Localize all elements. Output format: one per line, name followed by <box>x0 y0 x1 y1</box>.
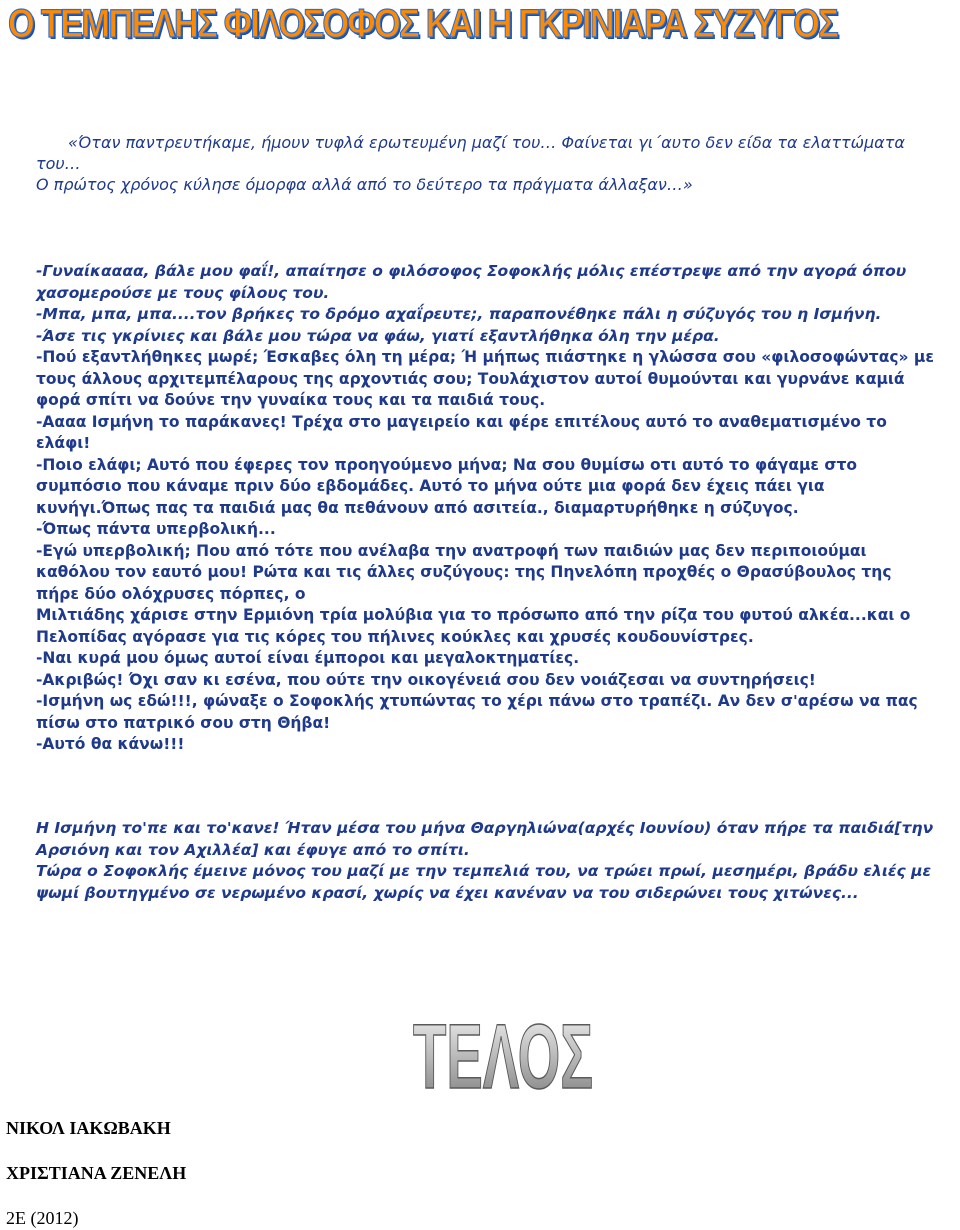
ending-line: Η Ισμήνη το'πε και το'κανε! Ήταν μέσα του μήνα Θαργηλιώνα(αρχές Ιουνίου) όταν πήρε τα παιδιά[την Αρσιόνη και τον Αχιλλέα] και έφυγε από το σπίτι. <box>36 819 934 859</box>
intro-line: Ο πρώτος χρόνος κύλησε όμορφα αλλά από το δεύτερο τα πράγματα άλλαξαν…» <box>36 175 693 194</box>
telos-logo <box>408 1000 598 1108</box>
ending-line: Τώρα ο Σοφοκλής έμεινε μόνος του μαζί με την τεμπελιά του, να τρώει πρωί, μεσημέρι, βράδυ ελιές με ψωμί βουτηγμένο σε νερωμένο κρασί, χωρίς να έχει κανέναν να του σιδερώνει τους χιτώνες... <box>36 862 932 902</box>
dialogue-line: -Εγώ υπερβολική; Που από τότε που ανέλαβα την ανατροφή των παιδιών μας δεν περιποιούμαι καθόλου τον εαυτό μου! Ρώτα και τις άλλες συζύγους: της Πηνελόπη προχθές ο Θρασύβουλος της πήρε δύο ολόχρυσες πόρπες, ο <box>36 541 892 603</box>
dialogue-line: -Ποιο ελάφι; Αυτό που έφερες τον προηγούμενο μήνα; Να σου θυμίσω οτι αυτό το φάγαμε στο συμπόσιο που κάναμε πριν δύο εβδομάδες. Αυτό το μήνα ούτε μια φορά δεν έχεις πάει για κυνήγι.Όπως πας τα παιδιά μας θα πεθάνουν από ασιτεία., διαμαρτυρήθηκε η σύζυγος. <box>36 455 858 517</box>
class-year: 2Ε (2012) <box>6 1208 79 1228</box>
telos-text: ΤΕΛΟΣ <box>413 1006 593 1108</box>
page-title: Ο ΤΕΜΠΕΛΗΣ ΦΙΛΟΣΟΦΟΣ ΚΑΙ Η ΓΚΡΙΝΙΑΡΑ ΣΥΖΥΓΟΣ <box>8 2 838 46</box>
dialogue-line: -Γυναίκαααα, βάλε μου φαΐ!, απαίτησε ο φιλόσοφος Σοφοκλής μόλις επέστρεψε από την αγορά όπου χασομερούσε με τους φίλους του. <box>36 262 907 302</box>
dialogue-line: -Μπα, μπα, μπα....τον βρήκες το δρόμο αχαΐρευτε;, παραπονέθηκε πάλι η σύζυγός του η Ισμήνη. <box>36 305 882 323</box>
dialogue-line: -Όπως πάντα υπερβολική... <box>36 520 276 538</box>
dialogue-line: Μιλτιάδης χάρισε στην Ερμιόνη τρία μολύβια για το πρόσωπο από την ρίζα του φυτού αλκέα...και ο Πελοπίδας αγόρασε για τις κόρες του πήλινες κούκλες και χρυσές κουδουνίστρες. <box>36 606 911 646</box>
dialogue-line: -Αααα Ισμήνη το παράκανες! Τρέχα στο μαγειρείο και φέρε επιτέλους αυτό το αναθεματισμένο το ελάφι! <box>36 412 887 452</box>
author-name: ΧΡΙΣΤΙΑΝΑ ΖΕΝΕΛΗ <box>6 1163 187 1183</box>
dialogue-line: -Ισμήνη ως εδώ!!!, φώναξε ο Σοφοκλής χτυπώντας το χέρι πάνω στο τραπέζι. Αν δεν σ'αρέσω να πας πίσω στο πατρικό σου στη Θήβα! <box>36 692 918 732</box>
dialogue-line: -Ακριβώς! Όχι σαν κι εσένα, που ούτε την οικογένειά σου δεν νοιάζεσαι να συντηρήσεις! <box>36 670 816 689</box>
dialogue-line: -Άσε τις γκρίνιες και βάλε μου τώρα να φάω, γιατί εξαντλήθηκα όλη την μέρα. <box>36 326 720 345</box>
ending-paragraph <box>36 818 936 904</box>
intro-line: «Όταν παντρευτήκαμε, ήμουν τυφλά ερωτευμένη μαζί του… Φαίνεται γι΄αυτο δεν είδα τα ελαττώματα του… <box>36 133 905 173</box>
dialogue-line: -Αυτό θα κάνω!!! <box>36 735 185 753</box>
dialogue-block <box>36 261 936 756</box>
author-name: ΝΙΚΟΛ ΙΑΚΩΒΑΚΗ <box>6 1118 171 1138</box>
dialogue-line: -Πού εξαντλήθηκες μωρέ; Έσκαβες όλη τη μέρα; Ή μήπως πιάστηκε η γλώσσα σου «φιλοσοφώντας» με τους άλλους αρχιτεμπέλαρους της αρχοντιάς σου; Τουλάχιστον αυτοί θυμούνται και γυρνάνε καμιά φορά σπίτι να δούνε την γυναίκα τους και τα παιδιά τους. <box>36 348 934 409</box>
intro-quote <box>36 132 936 195</box>
dialogue-line: -Ναι κυρά μου όμως αυτοί είναι έμποροι και μεγαλοκτηματίες. <box>36 649 580 667</box>
